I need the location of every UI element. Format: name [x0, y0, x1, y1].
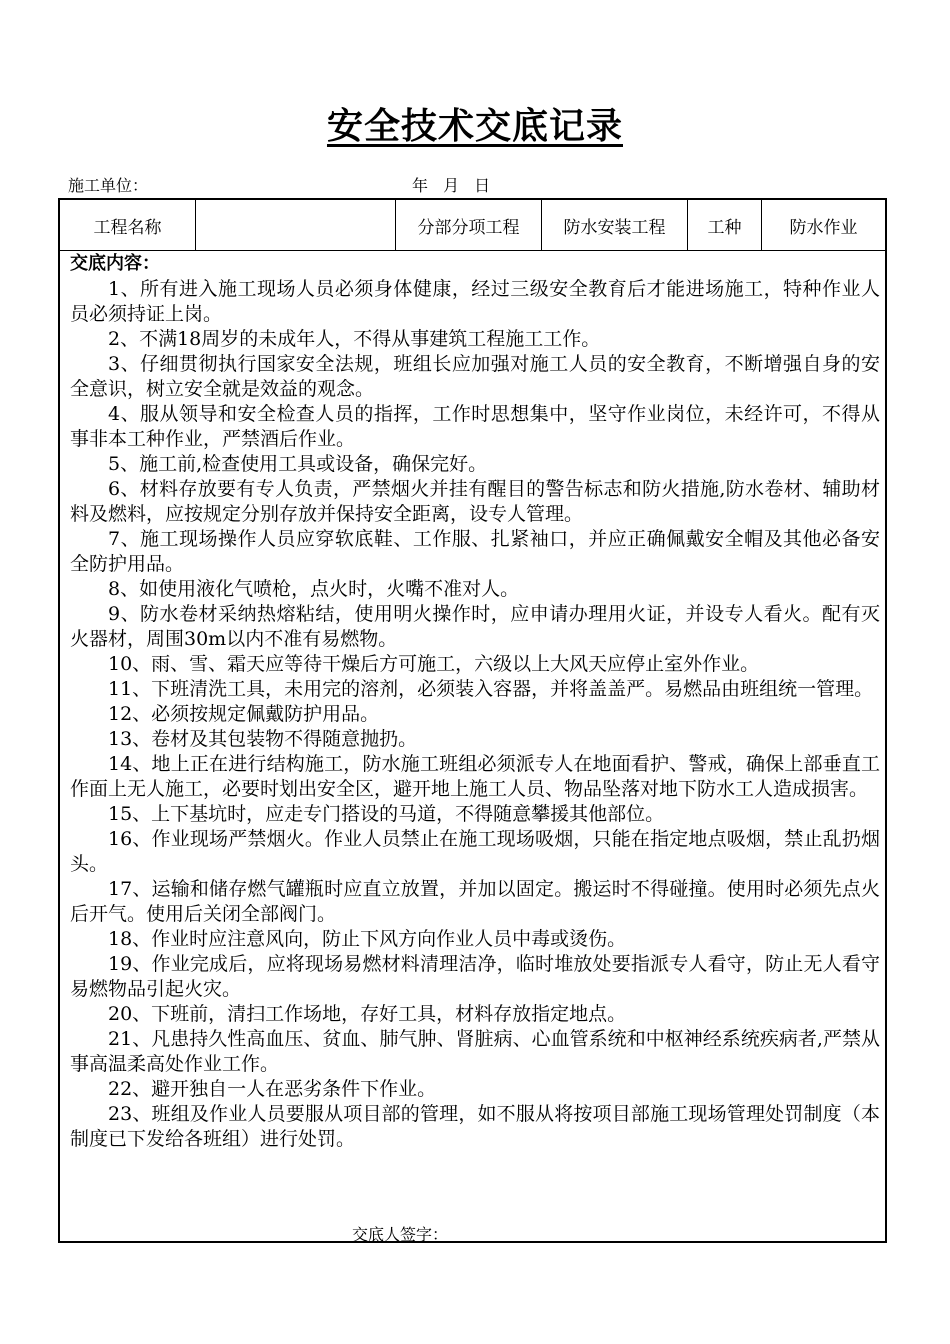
construction-unit-label: 施工单位： [68, 176, 149, 195]
trade-value: 防水作业 [789, 217, 858, 238]
content-heading: 交底内容： [70, 253, 160, 274]
list-item: 22、避开独自一人在恶劣条件下作业。 [108, 1078, 437, 1100]
list-item: 13、卷材及其包装物不得随意抛扔。 [108, 728, 418, 750]
list-item: 9、防水卷材采纳热熔粘结，使用明火操作时，应申请办理用火证，并设专人看火。配有灭火器材，周围30m以内不准有易燃物。 [70, 603, 880, 650]
subdivision-value: 防水安装工程 [542, 200, 688, 250]
header-row [60, 200, 885, 251]
list-item: 17、运输和储存燃气罐瓶时应直立放置，并加以固定。搬运时不得碰撞。使用时必须先点火后开气。使用后关闭全部阀门。 [70, 878, 880, 925]
project-name-value [196, 200, 396, 250]
list-item: 8、如使用液化气喷枪，点火时，火嘴不准对人。 [108, 578, 520, 600]
briefing-content [70, 251, 880, 1152]
list-item: 16、作业现场严禁烟火。作业人员禁止在施工现场吸烟，只能在指定地点吸烟，禁止乱扔烟头。 [70, 828, 880, 875]
list-item: 11、下班清洗工具，未用完的溶剂，必须装入容器，并将盖盖严。易燃品由班组统一管理。 [108, 678, 874, 700]
list-item: 6、材料存放要有专人负责，严禁烟火并挂有醒目的警告标志和防火措施,防水卷材、辅助材料及燃料，应按规定分别存放并保持安全距离，设专人管理。 [70, 478, 880, 525]
list-item: 3、仔细贯彻执行国家安全法规，班组长应加强对施工人员的安全教育，不断增强自身的安全意识，树立安全就是效益的观念。 [70, 353, 880, 400]
list-item: 23、班组及作业人员要服从项目部的管理，如不服从将按项目部施工现场管理处罚制度（本制度已下发给各班组）进行处罚。 [70, 1103, 880, 1150]
list-item: 4、服从领导和安全检查人员的指挥，工作时思想集中，坚守作业岗位，未经许可，不得从事非本工种作业，严禁酒后作业。 [70, 403, 880, 450]
list-item: 15、上下基坑时，应走专门搭设的马道，不得随意攀援其他部位。 [108, 803, 665, 825]
list-item: 7、施工现场操作人员应穿软底鞋、工作服、扎紧袖口，并应正确佩戴安全帽及其他必备安全防护用品。 [70, 528, 880, 575]
date-label: 年 月 日 [412, 176, 491, 195]
list-item: 2、不满18周岁的未成年人，不得从事建筑工程施工工作。 [108, 328, 601, 350]
document-title: 安全技术交底记录 [326, 105, 623, 147]
list-item: 18、作业时应注意风向，防止下风方向作业人员中毒或烫伤。 [108, 928, 627, 950]
list-item: 19、作业完成后，应将现场易燃材料清理洁净，临时堆放处要指派专人看守，防止无人看守易燃物品引起火灾。 [70, 953, 880, 1000]
list-item: 1、所有进入施工现场人员必须身体健康，经过三级安全教育后才能进场施工，特种作业人员必须持证上岗。 [70, 278, 880, 325]
list-item: 5、施工前,检查使用工具或设备，确保完好。 [108, 453, 488, 475]
list-item: 14、地上正在进行结构施工，防水施工班组必须派专人在地面看护、警戒，确保上部垂直工作面上无人施工，必要时划出安全区，避开地上施工人员、物品坠落对地下防水工人造成损害。 [70, 753, 880, 800]
record-table [58, 198, 887, 1243]
signer-label: 交底人签字： [352, 1225, 449, 1244]
list-item: 21、凡患持久性高血压、贫血、肺气肿、肾脏病、心血管系统和中枢神经系统疾病者,严禁从事高温柔高处作业工作。 [70, 1028, 880, 1075]
list-item: 10、雨、雪、霜天应等待干燥后方可施工，六级以上大风天应停止室外作业。 [108, 653, 760, 675]
list-item: 20、下班前，清扫工作场地，存好工具，材料存放指定地点。 [108, 1003, 627, 1025]
project-name-label: 工程名称 [60, 200, 196, 250]
trade-label: 工种 [688, 200, 762, 250]
subdivision-label: 分部分项工程 [396, 200, 542, 250]
list-item: 12、必须按规定佩戴防护用品。 [108, 703, 380, 725]
